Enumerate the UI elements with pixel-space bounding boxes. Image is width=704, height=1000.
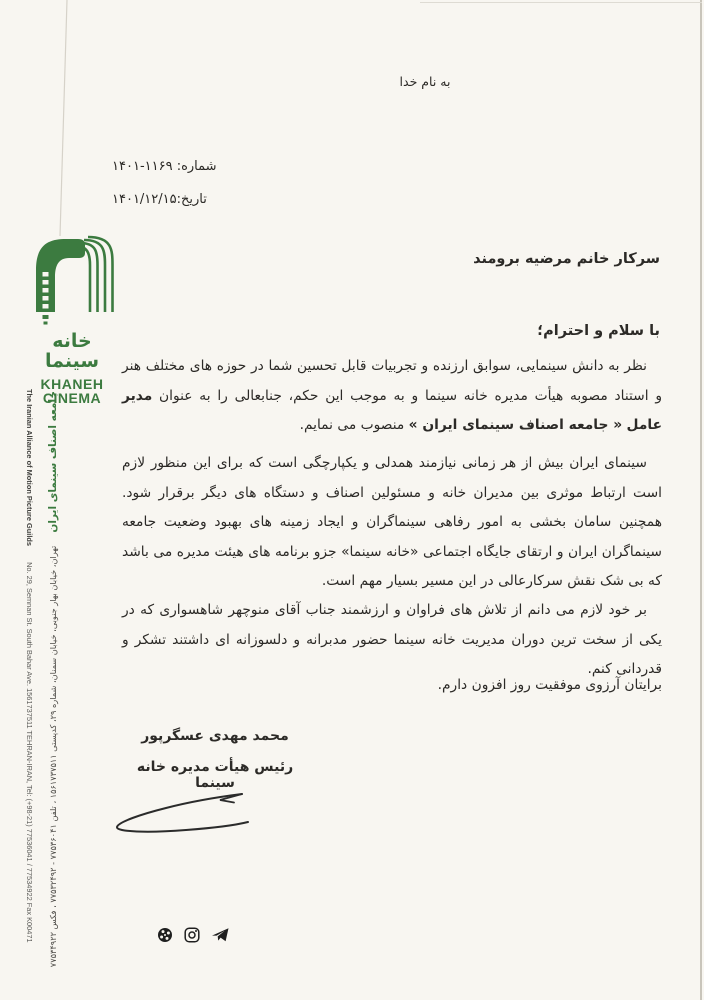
address-persian: تهران، خیابان بهار جنوبی، خیابان سمنان، شماره ۲۹، کدپستی ۱۵۶۱۷۳۷۵۱۱ ، تلفن ۷۷۵۳۶۰۴۱ - ۷۷۵۳۲۴۹۲ ، فکس ۷۷۵۳۴۹۲۲ xyxy=(48,545,58,968)
signature-name: محمد مهدی عسگرپور xyxy=(141,728,289,744)
closing-line: برایتان آرزوی موفقیت روز افزون دارم. xyxy=(437,677,662,693)
scan-edge-top xyxy=(420,2,702,3)
instagram-icon xyxy=(184,927,200,943)
p1-text-1: نظر به دانش سینمایی، سوابق ارزنده و تجربیات قابل تحسین شما در حوزه های مختلف هنر و استناد مصوبه هیأت مدیره خانه سینما و به موجب این حکم، جنابعالی را به عنوان xyxy=(122,358,662,404)
logo-latin-text xyxy=(26,377,118,405)
signature-block xyxy=(116,728,314,791)
paragraph-appointment xyxy=(122,352,662,441)
guild-name-english: The Iranian Alliance of Motion Picture Guilds xyxy=(25,389,34,547)
p1-bold-managing-director: مدیر عامل xyxy=(122,387,662,433)
scan-crease-line xyxy=(0,0,130,245)
telegram-icon xyxy=(211,927,230,943)
logo-latin-line1: KHANEH xyxy=(40,376,104,392)
handwritten-signature xyxy=(108,784,258,836)
p1-text-3: منصوب می نمایم. xyxy=(299,417,409,433)
film-arch-icon xyxy=(26,234,118,326)
sidebar-strip-english xyxy=(23,389,34,979)
logo-latin-line2: CINEMA xyxy=(42,390,102,406)
aparat-icon xyxy=(157,927,173,943)
letter-number: شماره: ۱۱۶۹-۱۴۰۱ xyxy=(112,159,217,174)
paragraph-thanks: بر خود لازم می دانم از تلاش های فراوان و ارزشمند جناب آقای منوچهر شاهسواری که در یکی از سخت ترین دوران مدیریت خانه سینما حضور مدبرانه و دلسوزانه ای داشتند تشکر و قدردانی کنم. xyxy=(122,602,662,677)
paragraph-mission: سینمای ایران بیش از هر زمانی نیازمند همدلی و یکپارچگی است که برای این منظور لازم است ارتباط موثری بین مدیران خانه و مسئولین اصناف و دستگاه های دیگر برقرار شود. همچنین سامان بخشی به امور رفاهی سینماگران و ایجاد زمینه های بهبود وضعیت جامعه سینماگران ایران و ارتقای جایگاه اجتماعی «خانه سینما» جزو برنامه های هیئت مدیره می باشد که بی شک نقش سرکارعالی در این مسیر بسیار مهم است. xyxy=(122,455,662,589)
signature-title: رئیس هیأت مدیره خانه سینما xyxy=(136,759,294,791)
social-icons-row xyxy=(157,927,230,943)
recipient-line: سرکار خانم مرضیه برومند xyxy=(473,251,660,267)
guild-name-persian: جامعه اصناف سینمای ایران xyxy=(47,391,59,533)
logo-calligraphy: خانه سینما xyxy=(44,330,100,372)
khaneh-cinema-logo xyxy=(26,234,118,405)
salutation-line: با سلام و احترام؛ xyxy=(537,323,660,339)
letter-date: تاریخ:۱۴۰۱/۱۲/۱۵ xyxy=(112,192,207,207)
address-english: No. 29, Semnan St. South Bahar Ave. 1561737511 TEHRAN-IRAN, Tel: (+98-21) 77536041 / 77534922 Fax K00471 xyxy=(25,562,34,943)
bismillah-text: به نام خدا xyxy=(399,74,451,89)
sidebar-strip-persian xyxy=(41,391,59,968)
p1-bold-guild-name: « جامعه اصناف سینمای ایران » xyxy=(408,417,623,433)
scan-edge-right xyxy=(700,0,702,1000)
